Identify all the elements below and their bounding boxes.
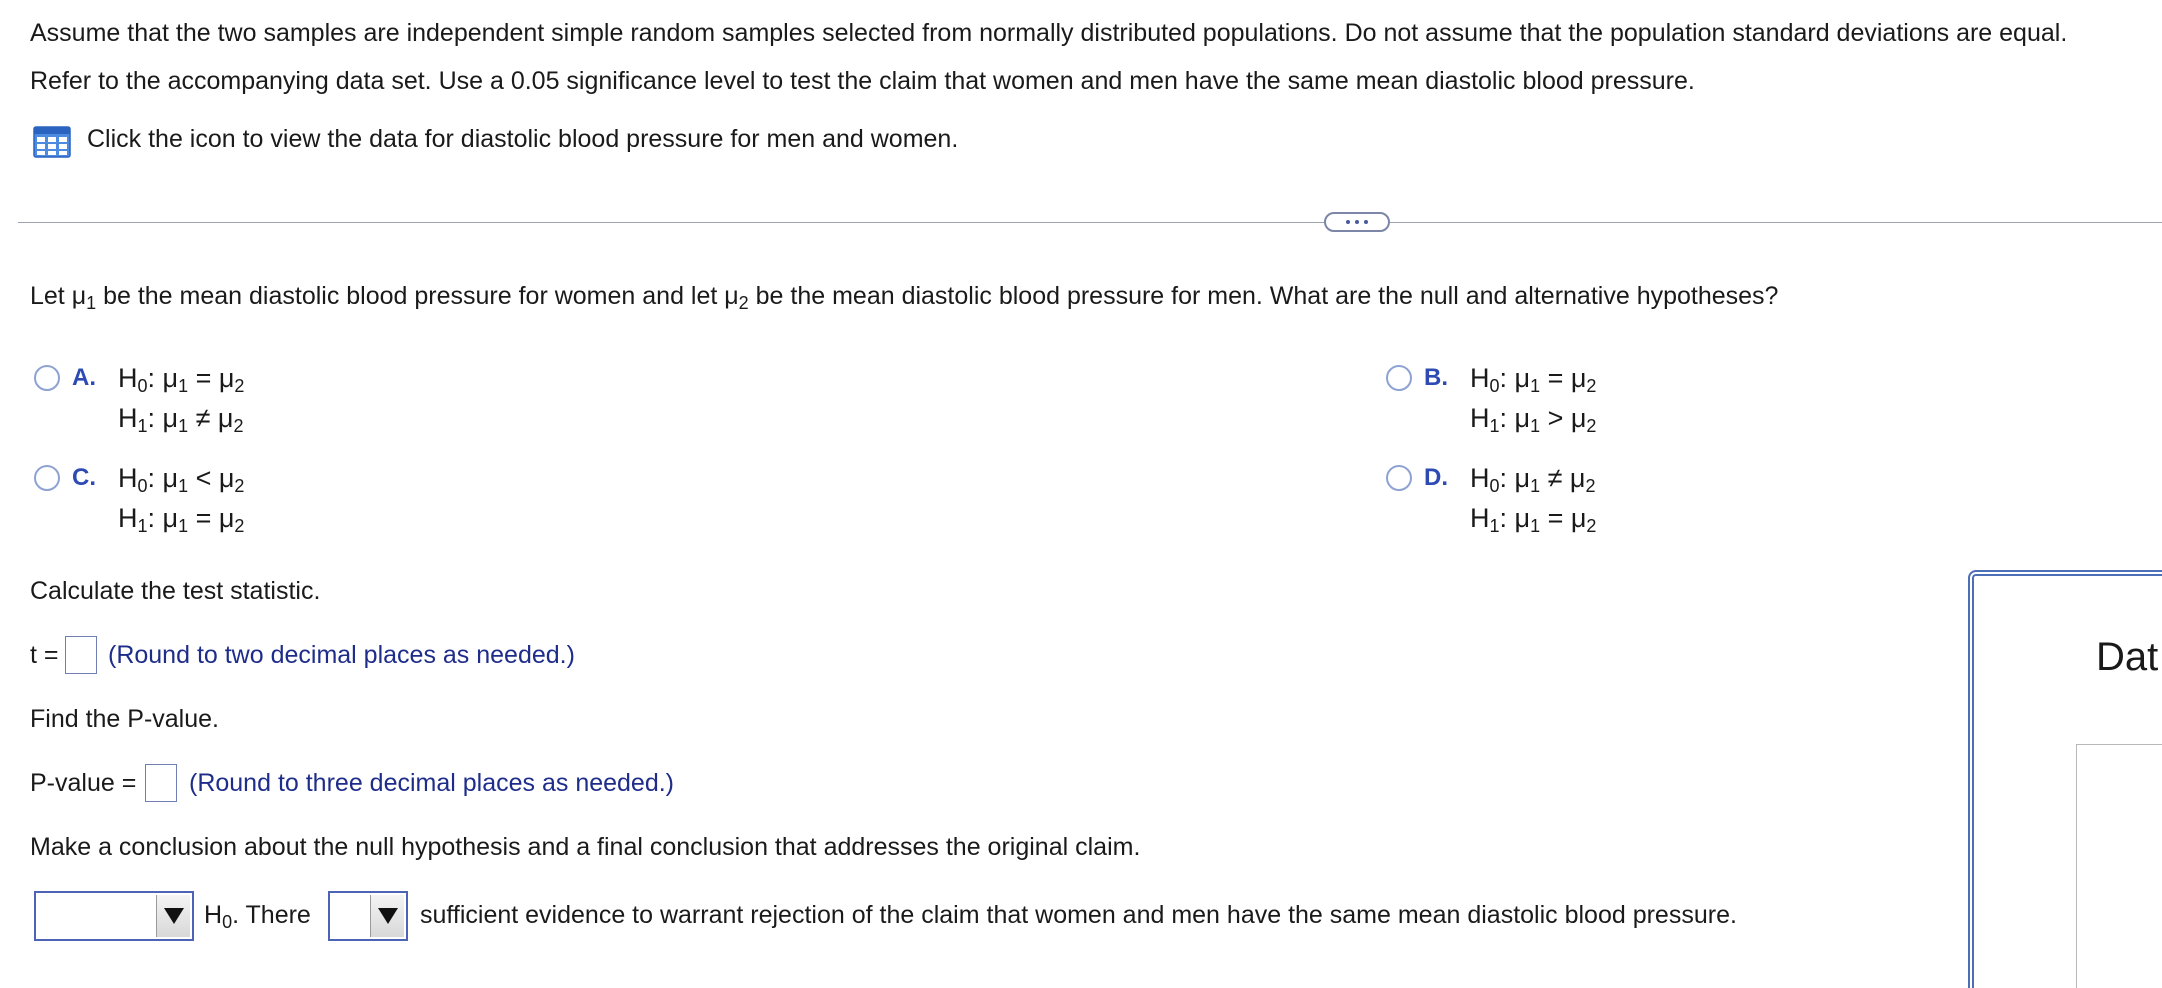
data-link-text[interactable]: Click the icon to view the data for diastolic blood pressure for men and women. [87, 125, 959, 153]
option-b-letter: B. [1424, 364, 1448, 391]
option-b-radio[interactable] [1386, 365, 1412, 391]
conclusion-tail-text: sufficient evidence to warrant rejection of the claim that women and men have the same mean diastolic blood pressure. [420, 901, 1737, 929]
question-part-3: be the mean diastolic blood pressure for men. What are the null and alternative hypotheses? [748, 282, 1779, 310]
dropdown-arrow-icon [370, 895, 404, 937]
conclusion-prompt: Make a conclusion about the null hypothesis and a final conclusion that addresses the original claim. [30, 833, 1141, 861]
mu-subscript: 1 [86, 293, 97, 313]
question-part-1: Let [30, 282, 72, 310]
option-a-h0: $H_0$: $\mu_1 = \mu_2$ [118, 363, 245, 396]
side-panel-title: Dat [2096, 635, 2159, 679]
reject-decision-select[interactable] [34, 891, 194, 941]
side-panel-table-frame [2076, 744, 2162, 988]
pvalue-prompt: Find the P-value. [30, 705, 219, 733]
option-c-letter: C. [72, 464, 96, 491]
question-part-2: be the mean diastolic blood pressure for women and let [96, 282, 725, 310]
dot-icon [1346, 220, 1350, 224]
pvalue-round-note: (Round to three decimal places as needed.) [189, 769, 675, 797]
section-divider [18, 222, 2162, 223]
option-a-letter: A. [72, 364, 96, 391]
t-answer-input[interactable] [65, 636, 97, 674]
dropdown-arrow-icon [156, 895, 190, 937]
intro-line-2: Refer to the accompanying data set. Use a 0.05 significance level to test the claim that women and men have the same mean diastolic blood pressure. [30, 67, 1695, 95]
h0-there-text: $H_0$. There [204, 901, 311, 932]
option-d-radio[interactable] [1386, 465, 1412, 491]
option-b-h1: $H_1$: $\mu_1 > \mu_2$ [1470, 403, 1597, 436]
option-c-h1: $H_1$: $\mu_1 = \mu_2$ [118, 503, 245, 536]
mu-symbol: μ [724, 282, 739, 310]
dot-icon [1364, 220, 1368, 224]
option-c-h0: $H_0$: $\mu_1 < \mu_2$ [118, 463, 245, 496]
mu-subscript: 2 [738, 293, 749, 313]
hypotheses-question [30, 281, 1778, 318]
option-b-h0: $H_0$: $\mu_1 = \mu_2$ [1470, 363, 1597, 396]
option-d-h1: $H_1$: $\mu_1 = \mu_2$ [1470, 503, 1597, 536]
pvalue-label: P-value = [30, 769, 137, 797]
intro-line-1: Assume that the two samples are independent simple random samples selected from normally distributed populations. Do not assume that the population standard deviations are equal. [30, 19, 2068, 47]
pvalue-answer-input[interactable] [145, 764, 177, 802]
t-label: t = [30, 641, 59, 669]
option-d-h0: $H_0$: $\mu_1 \ne \mu_2$ [1470, 463, 1596, 496]
t-round-note: (Round to two decimal places as needed.) [108, 641, 575, 669]
option-d-letter: D. [1424, 464, 1448, 491]
dot-icon [1355, 220, 1359, 224]
option-c-radio[interactable] [34, 465, 60, 491]
mu-symbol: μ [71, 282, 87, 310]
more-options-button[interactable] [1324, 212, 1390, 232]
option-a-radio[interactable] [34, 365, 60, 391]
option-a-h1: $H_1$: $\mu_1 \ne \mu_2$ [118, 403, 244, 436]
table-grid-icon[interactable] [33, 126, 71, 158]
test-stat-prompt: Calculate the test statistic. [30, 577, 321, 605]
evidence-select[interactable] [328, 891, 408, 941]
